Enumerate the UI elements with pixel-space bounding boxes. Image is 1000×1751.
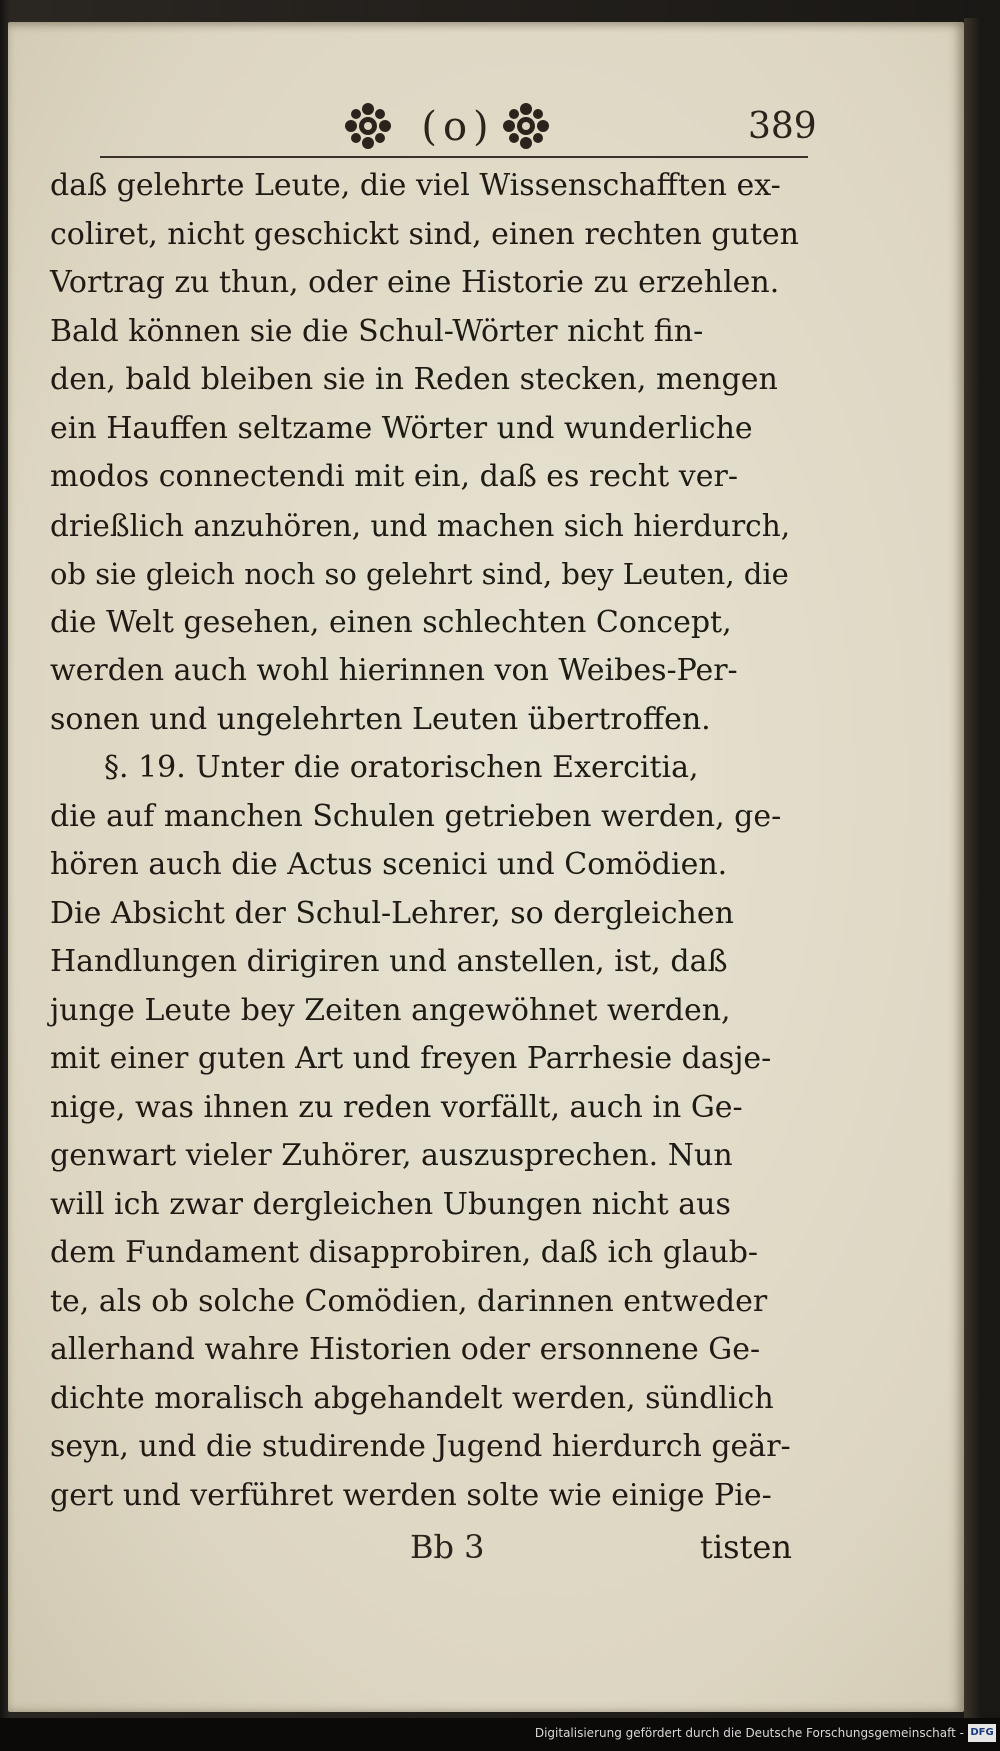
- text-line: mit einer guten Art und freyen Parrhesie dasje-: [50, 1041, 772, 1076]
- text-line: die auf manchen Schulen getrieben werden, ge-: [50, 798, 782, 834]
- page-header: [68, 100, 817, 160]
- text-line: drießlich anzuhören, und machen sich hierdurch,: [50, 508, 791, 543]
- text-line: coliret, nicht geschickt sind, einen rechten guten: [50, 216, 799, 252]
- text-line: will ich zwar dergleichen Ubungen nicht aus: [50, 1186, 731, 1222]
- text-line: te, als ob solche Comödien, darinnen entweder: [50, 1283, 768, 1319]
- text-line: ein Hauffen seltzame Wörter und wunderliche: [50, 410, 753, 446]
- page-number: 389: [748, 106, 817, 147]
- text-line: genwart vieler Zuhörer, auszusprechen. Nun: [50, 1138, 733, 1173]
- text-line: Vortrag zu thun, oder eine Historie zu erzehlen.: [50, 265, 780, 300]
- text-line: modos connectendi mit ein, daß es recht ver-: [50, 459, 738, 494]
- text-line: dem Fundament disapprobiren, daß ich glaub-: [50, 1235, 759, 1270]
- text-line: daß gelehrte Leute, die viel Wissenschafften ex-: [50, 168, 781, 203]
- text-line: allerhand wahre Historien oder ersonnene Ge-: [50, 1332, 761, 1367]
- text-line: junge Leute bey Zeiten angewöhnet werden,: [50, 992, 731, 1028]
- catchword: tisten: [700, 1528, 792, 1566]
- flower-ornament-icon: [342, 100, 394, 152]
- page-footer: [50, 1528, 800, 1578]
- flower-ornament-icon: [500, 100, 552, 152]
- text-line: den, bald bleiben sie in Reden stecken, mengen: [50, 362, 778, 397]
- text-line: gert und verführet werden solte wie einige Pie-: [50, 1477, 772, 1513]
- dfg-logo: DFG: [968, 1724, 996, 1742]
- text-line: hören auch die Actus scenici und Comödien.: [50, 847, 728, 882]
- text-line: seyn, und die studirende Jugend hierdurch geär-: [50, 1429, 791, 1464]
- header-rule: [100, 156, 808, 158]
- text-line: §. 19. Unter die oratorischen Exercitia,: [104, 750, 699, 785]
- credit-text: Digitalisierung gefördert durch die Deutsche Forschungsgemeinschaft -: [534, 1726, 964, 1740]
- text-line: werden auch wohl hierinnen von Weibes-Per-: [50, 653, 738, 688]
- text-line: nige, was ihnen zu reden vorfällt, auch in Ge-: [50, 1089, 743, 1125]
- text-line: Handlungen dirigiren und anstellen, ist, daß: [50, 944, 728, 979]
- text-line: Die Absicht der Schul-Lehrer, so dergleichen: [50, 895, 734, 931]
- page-mark: (o): [421, 104, 495, 150]
- text-line: sonen und ungelehrten Leuten übertroffen.: [50, 701, 711, 737]
- body-text: [50, 162, 800, 1520]
- text-line: ob sie gleich noch so gelehrt sind, bey Leuten, die: [50, 557, 789, 591]
- text-line: Bald können sie die Schul-Wörter nicht fin-: [50, 313, 704, 349]
- credit-bar: [0, 1718, 1000, 1751]
- text-line: dichte moralisch abgehandelt werden, sündlich: [50, 1380, 774, 1416]
- page-edge: [964, 18, 980, 1718]
- signature-mark: Bb 3: [410, 1528, 485, 1566]
- text-line: die Welt gesehen, einen schlechten Concept,: [50, 604, 732, 640]
